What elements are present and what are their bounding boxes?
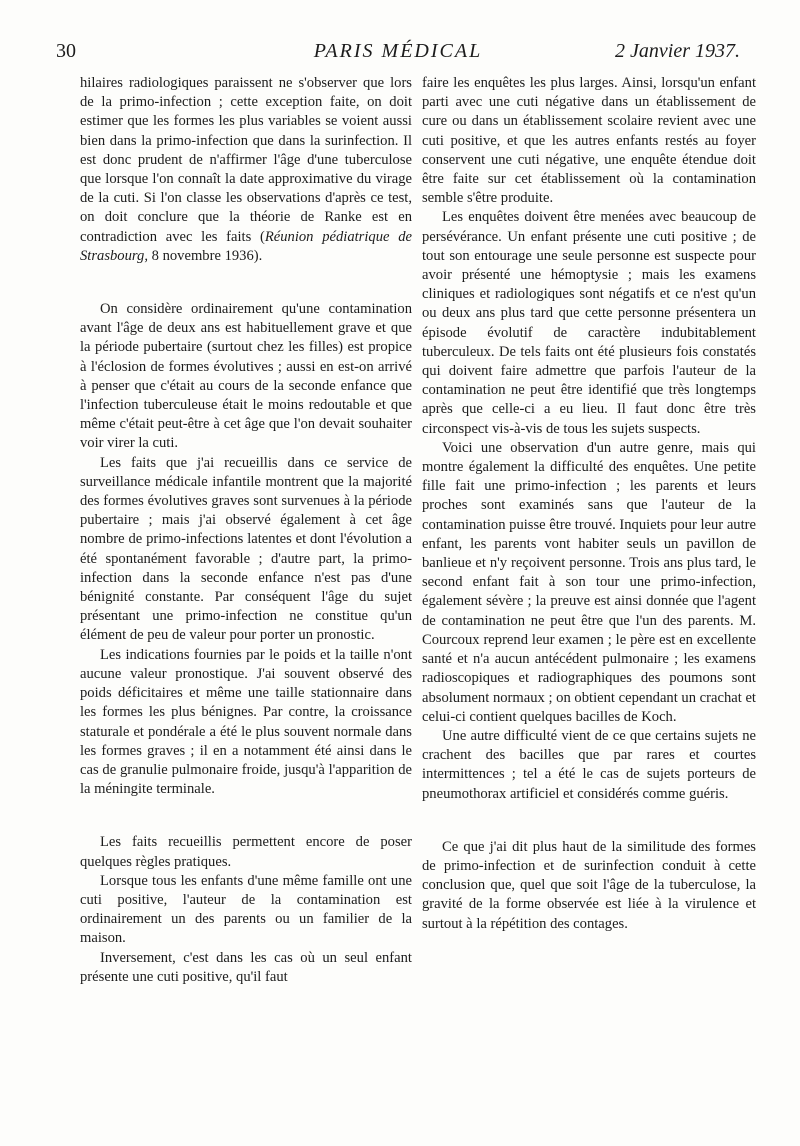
paragraph: Une autre difficulté vient de ce que certains sujets ne crachent des bacilles que par rares et courtes intermittences ; tel a été le cas de sujets porteurs de pneumothorax artificiel et considérés comme guéris. <box>422 727 756 802</box>
citation: Réunion pédiatrique de Strasbourg, <box>80 228 412 264</box>
paragraph: hilaires radiologiques paraissent ne s'observer que lors de la primo-infection ; cette exception faite, on doit estimer que les formes les plus variables se voient aussi bien dans la primo-infection que dans la surinfection. Il est donc prudent de n'affirmer l'âge d'une tuberculose que lorsque l'on connaît la date approximative du virage de la cuti. Si l'on classe les observations d'après ce test, on doit conclure que la théorie de Ranke est en contradiction avec les faits (Réunion pédiatrique de Strasbourg, 8 novembre 1936). <box>80 75 412 264</box>
right-column <box>422 74 756 934</box>
page-header <box>56 40 740 70</box>
page-number: 30 <box>56 40 76 62</box>
paragraph: Les enquêtes doivent être menées avec beaucoup de persévérance. Un enfant présente une cuti positive ; de tout son entourage une seule personne est suspecte pour avoir présenté une hémoptysie ; mais les examens cliniques et radiologiques sont négatifs et ce n'est qu'un ou deux ans plus tard que cette personne présentera un épisode évolutif de caractère indubitablement tuberculeux. De tels faits ont été plusieurs fois constatés qui doivent faire admettre que parfois l'auteur de la contamination ne peut être identifié que très longtemps après que celle-ci a eu lieu. Il faut donc être très circonspect vis-à-vis de tous les sujets suspects. <box>422 209 756 437</box>
journal-title: PARIS MÉDICAL <box>313 40 483 62</box>
paragraph: Les indications fournies par le poids et la taille n'ont aucune valeur pronostique. J'ai souvent observé des poids déficitaires et même une taille stationnaire dans les formes les plus bénignes. Par contre, la croissance staturale et pondérale a été le plus souvent normale dans les formes graves ; il en a notamment été ainsi dans le cas de granulie pulmonaire froide, jusqu'à l'apparition de la méningite terminale. <box>80 646 412 798</box>
paragraph: Les faits que j'ai recueillis dans ce service de surveillance médicale infantile montrent que la majorité des formes évolutives graves sont survenues à la période pubertaire ; mais j'ai observé également à cet âge nombre de primo-infections latentes et dont l'évolution a été spontanément favorable ; d'autre part, la primo-infection dans la seconde enfance n'est pas d'une bénignité constante. Par conséquent l'âge du sujet présentant une primo-infection ne constitue qu'un élément de peu de valeur pour porter un pronostic. <box>80 454 412 644</box>
paragraph: Inversement, c'est dans les cas où un seul enfant présente une cuti positive, qu'il faut <box>80 949 412 985</box>
paragraph: On considère ordinairement qu'une contamination avant l'âge de deux ans est habituellement grave et que la période pubertaire (surtout chez les filles) est propice à l'éclosion de formes évolutives ; aussi en est-on arrivé à penser que c'était au cours de la seconde enfance que l'infection tuberculeuse était le moins redoutable et que même c'était peut-être à cet âge que l'on devait souhaiter voir virer la cuti. <box>80 301 412 452</box>
paragraph: Ce que j'ai dit plus haut de la similitude des formes de primo-infection et de surinfection conduit à cette conclusion que, quel que soit l'âge de la tuberculose, la gravité de la forme observée est liée à la virulence et surtout à la répétition des contages. <box>422 838 756 932</box>
issue-date: 2 Janvier 1937. <box>615 40 740 62</box>
paragraph: Lorsque tous les enfants d'une même famille ont une cuti positive, l'auteur de la contamination est ordinairement un des parents ou un familier de la maison. <box>80 872 412 947</box>
left-column <box>80 74 412 987</box>
paragraph: Les faits recueillis permettent encore de poser quelques règles pratiques. <box>80 834 412 870</box>
paragraph: Voici une observation d'un autre genre, mais qui montre également la difficulté des enquêtes. Une petite fille fait une primo-infection ; les parents et leurs proches sont examinés sans que l'auteur de la contamination puisse être trouvé. Inquiets pour leur autre enfant, les parents vont habiter seuls un pavillon de banlieue et n'y reçoivent personne. Trois ans plus tard, le second enfant fait à son tour une primo-infection, également sévère ; la preuve est ainsi donnée que l'agent de contamination ne peut être que l'un des parents. M. Courcoux reprend leur examen ; le père est en excellente santé et n'a aucun antécédent pulmonaire ; les examens radioscopiques et radiographiques des poumons sont absolument normaux ; on obtient cependant un crachat et celui-ci contient quelques bacilles de Koch. <box>422 439 756 725</box>
paragraph: faire les enquêtes les plus larges. Ainsi, lorsqu'un enfant parti avec une cuti négative dans un établissement de cure ou dans un établissement scolaire revient avec une cuti positive, et que les autres enfants restés au foyer conservent une cuti négative, une enquête étendue doit être faite sur cet établissement où la contamination semble s'être produite. <box>422 75 756 207</box>
